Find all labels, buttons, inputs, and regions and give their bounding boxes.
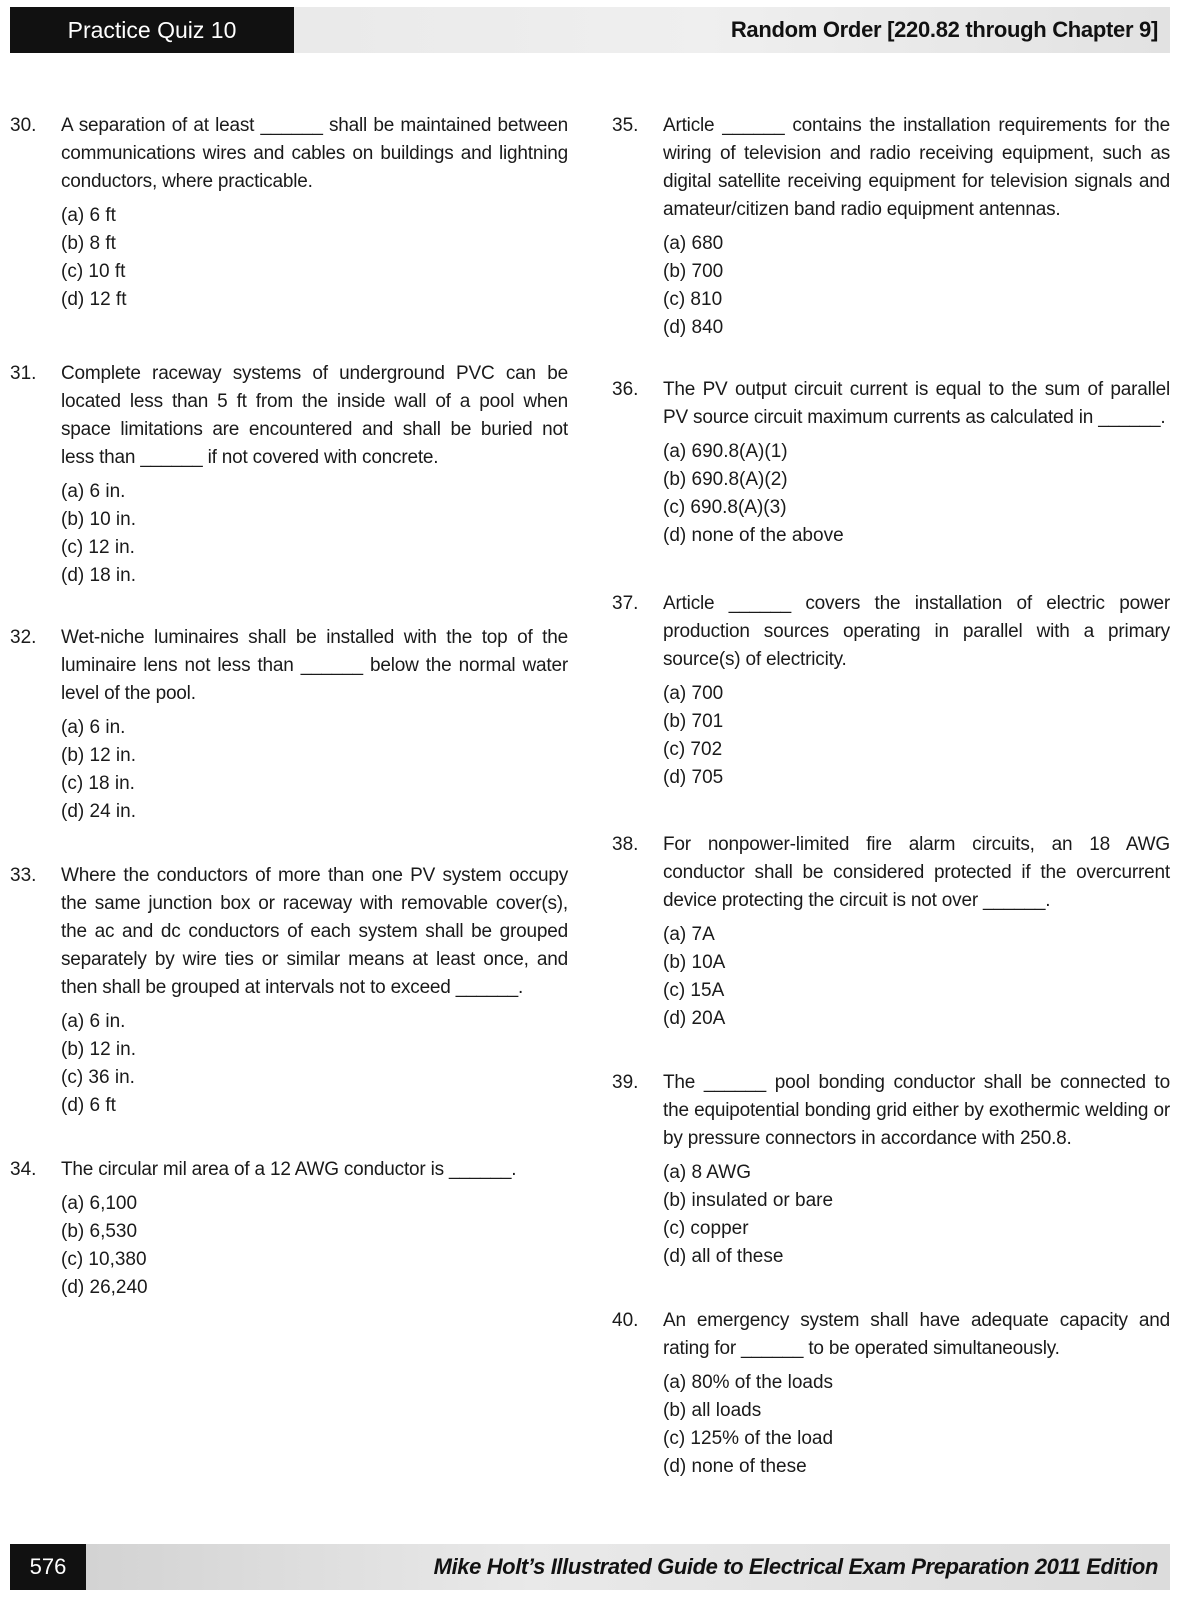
question-number: 36. — [612, 379, 639, 400]
question-number: 38. — [612, 834, 639, 855]
option-c: (c) 125% of the load — [663, 1428, 834, 1449]
question-39 — [612, 1069, 1170, 1307]
option-b: (b) 10A — [663, 952, 726, 973]
answer-options — [663, 680, 1170, 792]
option-a: (a) 6 in. — [61, 717, 126, 738]
answer-options — [663, 1159, 1170, 1271]
option-a: (a) 6,100 — [61, 1193, 138, 1214]
option-b: (b) 690.8(A)(2) — [663, 469, 788, 490]
option-d: (d) all of these — [663, 1246, 784, 1267]
quiz-label: Practice Quiz 10 — [10, 7, 294, 53]
option-c: (c) 15A — [663, 980, 725, 1001]
option-c: (c) 702 — [663, 739, 723, 760]
question-number: 40. — [612, 1310, 639, 1331]
option-c: (c) 10,380 — [61, 1249, 147, 1270]
option-a: (a) 8 AWG — [663, 1162, 751, 1183]
option-a: (a) 6 ft — [61, 205, 116, 226]
question-38 — [612, 831, 1170, 1069]
question-text: The circular mil area of a 12 AWG conductor is ______. — [61, 1159, 517, 1180]
question-37 — [612, 590, 1170, 831]
question-number: 39. — [612, 1072, 639, 1093]
left-column — [10, 112, 568, 1302]
question-text: The PV output circuit current is equal to the sum of parallel PV source circuit maximum currents as calculated in ______. — [663, 379, 1170, 428]
option-a: (a) 680 — [663, 233, 724, 254]
question-text: A separation of at least ______ shall be maintained between communications wires and cables on buildings and lightning conductors, where practicable. — [61, 115, 568, 192]
question-36 — [612, 376, 1170, 590]
option-a: (a) 6 in. — [61, 1011, 126, 1032]
answer-options — [61, 1190, 568, 1302]
option-c: (c) copper — [663, 1218, 749, 1239]
option-b: (b) 12 in. — [61, 1039, 136, 1060]
option-b: (b) 10 in. — [61, 509, 136, 530]
question-30 — [10, 112, 568, 360]
answer-options — [61, 478, 568, 590]
option-d: (d) none of the above — [663, 525, 844, 546]
option-d: (d) 20A — [663, 1008, 726, 1029]
answer-options — [663, 438, 1170, 550]
section-title: Random Order [220.82 through Chapter 9] — [730, 17, 1158, 42]
book-title: Mike Holt’s Illustrated Guide to Electrical Exam Preparation 2011 Edition — [433, 1554, 1158, 1579]
option-d: (d) none of these — [663, 1456, 807, 1477]
option-a: (a) 80% of the loads — [663, 1372, 834, 1393]
option-d: (d) 6 ft — [61, 1095, 116, 1116]
question-35 — [612, 112, 1170, 376]
answer-options — [61, 202, 568, 314]
question-40 — [612, 1307, 1170, 1481]
option-a: (a) 6 in. — [61, 481, 126, 502]
option-c: (c) 810 — [663, 289, 723, 310]
option-c: (c) 12 in. — [61, 537, 135, 558]
option-c: (c) 10 ft — [61, 261, 126, 282]
option-b: (b) 700 — [663, 261, 724, 282]
option-b: (b) all loads — [663, 1400, 762, 1421]
right-column — [612, 112, 1170, 1481]
question-number: 35. — [612, 115, 639, 136]
question-text: An emergency system shall have adequate capacity and rating for ______ to be operated simultaneously. — [663, 1310, 1170, 1359]
page-number: 576 — [10, 1544, 86, 1590]
answer-options — [663, 1369, 1170, 1481]
question-number: 30. — [10, 115, 37, 136]
answer-options — [61, 1008, 568, 1120]
question-text: The ______ pool bonding conductor shall be connected to the equipotential bonding grid either by exothermic welding or by pressure connectors in accordance with 250.8. — [663, 1072, 1170, 1149]
option-d: (d) 18 in. — [61, 565, 136, 586]
question-text: Wet-niche luminaires shall be installed with the top of the luminaire lens not less than ______ below the normal water level of the pool. — [61, 627, 568, 704]
option-c: (c) 36 in. — [61, 1067, 135, 1088]
option-d: (d) 12 ft — [61, 289, 127, 310]
question-33 — [10, 862, 568, 1156]
question-number: 31. — [10, 363, 37, 384]
question-text: Where the conductors of more than one PV system occupy the same junction box or raceway with removable cover(s), the ac and dc conductors of each system shall be grouped separately by wire ties or similar means at least once, and then shall be grouped at intervals not to exceed ______. — [61, 865, 568, 998]
question-text: Article ______ covers the installation of electric power production sources operating in parallel with a primary source(s) of electricity. — [663, 593, 1170, 670]
answer-options — [663, 921, 1170, 1033]
question-text: For nonpower-limited fire alarm circuits, an 18 AWG conductor shall be considered protected if the overcurrent device protecting the circuit is not over ______. — [663, 834, 1170, 911]
option-d: (d) 26,240 — [61, 1277, 148, 1298]
option-b: (b) insulated or bare — [663, 1190, 834, 1211]
question-number: 32. — [10, 627, 37, 648]
option-b: (b) 8 ft — [61, 233, 116, 254]
question-31 — [10, 360, 568, 624]
option-a: (a) 690.8(A)(1) — [663, 441, 788, 462]
question-number: 37. — [612, 593, 639, 614]
answer-options — [61, 714, 568, 826]
option-a: (a) 700 — [663, 683, 724, 704]
option-c: (c) 690.8(A)(3) — [663, 497, 787, 518]
option-d: (d) 705 — [663, 767, 724, 788]
question-text: Complete raceway systems of underground PVC can be located less than 5 ft from the inside wall of a pool when space limitations are encountered and shall be buried not less than ______ if not covered with concrete. — [61, 363, 568, 468]
answer-options — [663, 230, 1170, 342]
option-b: (b) 6,530 — [61, 1221, 138, 1242]
question-32 — [10, 624, 568, 862]
question-number: 34. — [10, 1159, 37, 1180]
option-b: (b) 12 in. — [61, 745, 136, 766]
question-text: Article ______ contains the installation requirements for the wiring of television and radio receiving equipment, such as digital satellite receiving equipment for television signals and amateur/citizen band radio equipment antennas. — [663, 115, 1170, 220]
question-34 — [10, 1156, 568, 1302]
option-d: (d) 24 in. — [61, 801, 136, 822]
question-number: 33. — [10, 865, 37, 886]
option-c: (c) 18 in. — [61, 773, 135, 794]
option-a: (a) 7A — [663, 924, 715, 945]
option-d: (d) 840 — [663, 317, 724, 338]
option-b: (b) 701 — [663, 711, 724, 732]
